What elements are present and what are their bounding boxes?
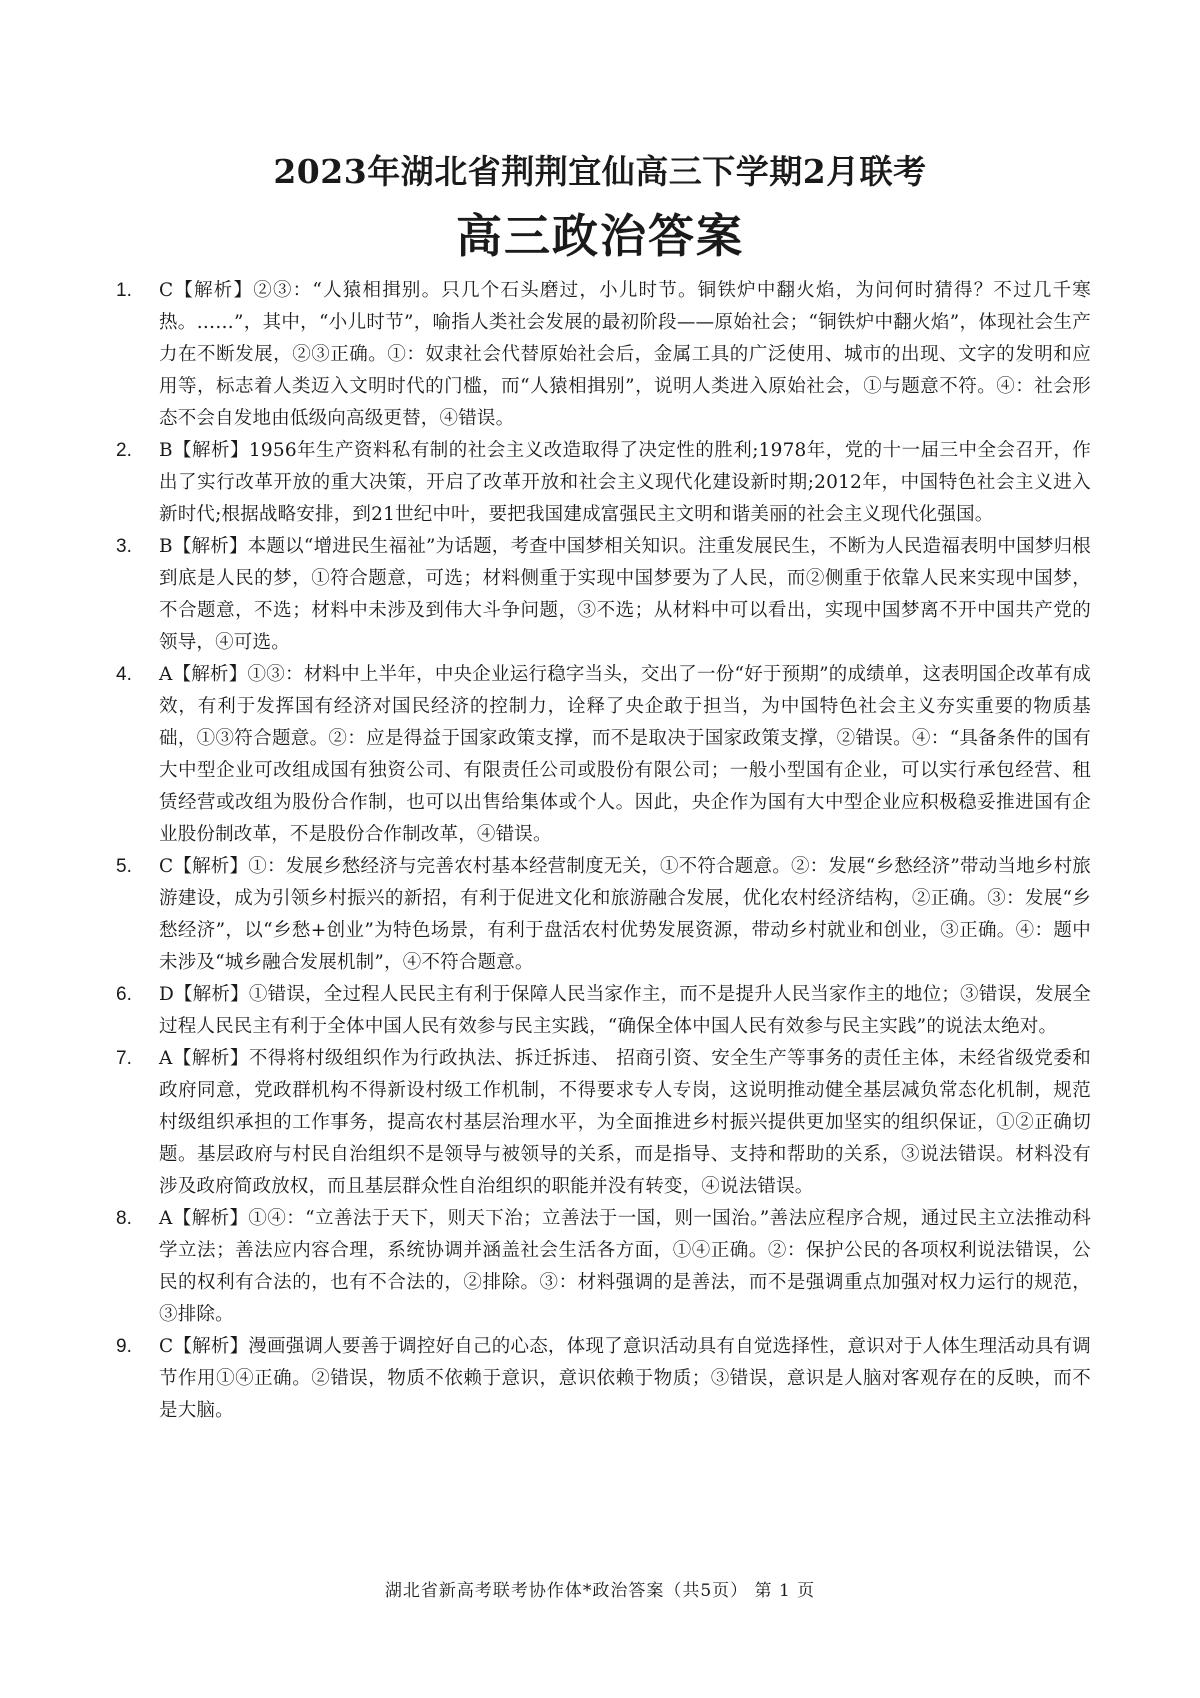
answer-text: B【解析】本题以“增进民生福祉”为话题，考查中国梦相关知识。注重发展民生，不断为人民造福表明中国梦归根到底是人民的梦，①符合题意，可选；材料侧重于实现中国梦要为了人民，而②侧重于依靠人民来实现中国梦，不合题意，不选；材料中未涉及到伟大斗争问题，③不选；从材料中可以看出，实现中国梦离不开中国共产党的领导，④可选。 xyxy=(159,536,1091,653)
answer-item xyxy=(116,1331,1091,1427)
answer-item xyxy=(116,851,1091,979)
answer-text: C【解析】①：发展乡愁经济与完善农村基本经营制度无关，①不符合题意。②：发展“乡愁经济”带动当地乡村旅游建设，成为引领乡村振兴的新招，有利于促进文化和旅游融合发展，优化农村经济结构，②正确。③：发展“乡愁经济”，以“乡愁+创业”为特色场景，有利于盘活农村优势发展资源，带动乡村就业和创业，③正确。④：题中未涉及“城乡融合发展机制”，④不符合题意。 xyxy=(159,856,1091,973)
answer-number: 7. xyxy=(116,1048,132,1069)
answer-number: 5. xyxy=(116,856,132,877)
answer-item xyxy=(116,1043,1091,1203)
answer-item xyxy=(116,275,1091,435)
answer-title: 高三政治答案 xyxy=(456,209,744,263)
answer-item xyxy=(116,435,1091,531)
answer-number: 4. xyxy=(116,664,132,685)
answer-text: B【解析】1956年生产资料私有制的社会主义改造取得了决定性的胜利;1978年，党的十一届三中全会召开，作出了实行改革开放的重大决策，开启了改革开放和社会主义现代化建设新时期;2012年，中国特色社会主义进入新时代;根据战略安排，到21世纪中叶，要把我国建成富强民主文明和谐美丽的社会主义现代化强国。 xyxy=(159,440,1091,525)
answer-item xyxy=(116,531,1091,659)
answer-number: 2. xyxy=(116,440,132,461)
answer-number: 8. xyxy=(116,1208,132,1229)
answer-list xyxy=(116,275,1091,1427)
answer-text: A【解析】①④：“立善法于天下，则天下治；立善法于一国，则一国治。”善法应程序合规，通过民主立法推动科学立法；善法应内容合理，系统协调并涵盖社会生活各方面，①④正确。②：保护公民的各项权利说法错误，公民的权利有合法的，也有不合法的，②排除。③：材料强调的是善法，而不是强调重点加强对权力运行的规范，③排除。 xyxy=(159,1208,1091,1325)
answer-text: C【解析】②③：“人猿相揖别。只几个石头磨过，小儿时节。铜铁炉中翻火焰，为问何时猜得？不过几千寒热。……”，其中，“小儿时节”，喻指人类社会发展的最初阶段——原始社会；“铜铁炉中翻火焰”，体现社会生产力在不断发展，②③正确。①：奴隶社会代替原始社会后，金属工具的广泛使用、城市的出现、文字的发明和应用等，标志着人类迈入文明时代的门槛，而“人猿相揖别”，说明人类进入原始社会，①与题意不符。④：社会形态不会自发地由低级向高级更替，④错误。 xyxy=(159,280,1091,429)
answer-item xyxy=(116,979,1091,1043)
answer-item xyxy=(116,1203,1091,1331)
answer-number: 1. xyxy=(116,280,132,301)
answer-text: A【解析】①③：材料中上半年，中央企业运行稳字当头，交出了一份“好于预期”的成绩单，这表明国企改革有成效，有利于发挥国有经济对国民经济的控制力，诠释了央企敢于担当，为中国特色社会主义夯实重要的物质基础，①③符合题意。②：应是得益于国家政策支撑，而不是取决于国家政策支撑，②错误。④：“具备条件的国有大中型企业可改组成国有独资公司、有限责任公司或股份有限公司；一般小型国有企业，可以实行承包经营、租赁经营或改组为股份合作制，也可以出售给集体或个人。因此，央企作为国有大中型企业应积极稳妥推进国有企业股份制改革，不是股份合作制改革，④错误。 xyxy=(159,664,1091,845)
answer-text: D【解析】①错误，全过程人民民主有利于保障人民当家作主，而不是提升人民当家作主的地位；③错误，发展全过程人民民主有利于全体中国人民有效参与民主实践，“确保全体中国人民有效参与民主实践”的说法太绝对。 xyxy=(159,984,1091,1037)
answer-number: 9. xyxy=(116,1336,132,1357)
answer-text: A【解析】不得将村级组织作为行政执法、拆迁拆违、 招商引资、安全生产等事务的责任主体，未经省级党委和政府同意，党政群机构不得新设村级工作机制，不得要求专人专岗，这说明推动健全基层减负常态化机制，规范村级组织承担的工作事务，提高农村基层治理水平，为全面推进乡村振兴提供更加坚实的组织保证，①②正确切题。基层政府与村民自治组织不是领导与被领导的关系，而是指导、支持和帮助的关系，③说法错误。材料没有涉及政府简政放权，而且基层群众性自治组织的职能并没有转变，④说法错误。 xyxy=(159,1048,1091,1197)
answer-text: C【解析】漫画强调人要善于调控好自己的心态，体现了意识活动具有自觉选择性，意识对于人体生理活动具有调节作用①④正确。②错误，物质不依赖于意识，意识依赖于物质；③错误，意识是人脑对客观存在的反映，而不是大脑。 xyxy=(159,1336,1091,1421)
answer-number: 3. xyxy=(116,536,132,557)
answer-number: 6. xyxy=(116,984,132,1005)
page-footer: 湖北省新高考联考协作体*政治答案（共5页） 第 1 页 xyxy=(384,1581,816,1601)
exam-title: 2023年湖北省荆荆宜仙高三下学期2月联考 xyxy=(273,152,927,191)
answer-item xyxy=(116,659,1091,851)
